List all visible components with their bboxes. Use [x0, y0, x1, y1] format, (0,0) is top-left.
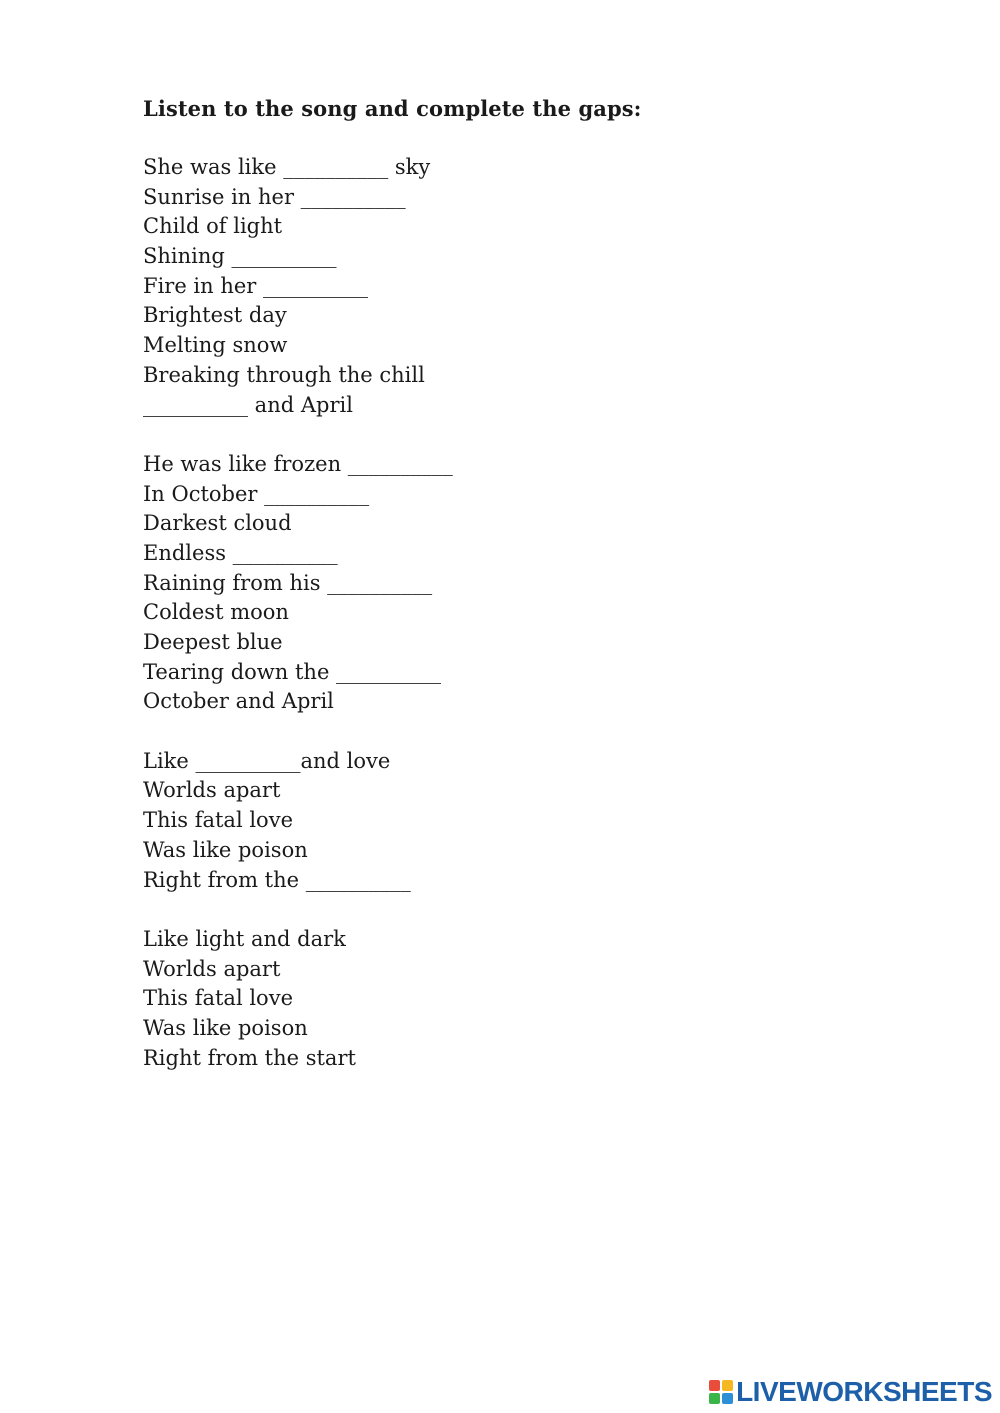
- lyric-line: Was like poison: [143, 837, 308, 862]
- lyric-line: This fatal love: [143, 986, 293, 1011]
- lyric-line: In October __________: [143, 481, 370, 506]
- lyric-line: Worlds apart: [143, 778, 281, 803]
- lyric-line: __________ and April: [143, 392, 353, 417]
- lyric-line: Raining from his __________: [143, 570, 433, 595]
- logo-text: LIVEWORKSHEETS: [736, 1376, 992, 1407]
- lyric-line: Worlds apart: [143, 956, 281, 981]
- lyric-line: Like light and dark: [143, 926, 346, 951]
- lyric-line: Shining __________: [143, 244, 337, 269]
- lyric-line: October and April: [143, 689, 334, 714]
- stanza-2: [143, 450, 903, 717]
- lyric-line: Like __________and love: [143, 748, 391, 773]
- lyric-line: Fire in her __________: [143, 273, 369, 298]
- stanza-3: [143, 747, 903, 895]
- lyric-line: Brightest day: [143, 303, 287, 328]
- lyric-line: Was like poison: [143, 1015, 308, 1040]
- lyric-line: Tearing down the __________: [143, 659, 442, 684]
- lyric-line: Endless __________: [143, 540, 338, 565]
- lyric-line: Right from the start: [143, 1045, 356, 1070]
- worksheet: [143, 93, 903, 1103]
- stanza-1: [143, 153, 903, 420]
- logo-tile: [709, 1393, 720, 1404]
- lyric-line: Deepest blue: [143, 630, 283, 654]
- lyric-line: Right from the __________: [143, 867, 411, 892]
- liveworksheets-logo: [709, 1376, 992, 1408]
- logo-tile: [722, 1393, 733, 1404]
- worksheet-title: Listen to the song and complete the gaps:: [143, 96, 642, 121]
- lyric-line: Melting snow: [143, 333, 288, 358]
- lyric-line: Coldest moon: [143, 600, 289, 625]
- lyric-line: Darkest cloud: [143, 511, 292, 536]
- stanza-4: [143, 925, 903, 1073]
- lyric-line: She was like __________ sky: [143, 155, 431, 179]
- logo-mark-icon: [709, 1380, 733, 1404]
- lyric-line: Sunrise in her __________: [143, 184, 406, 209]
- lyric-line: Breaking through the chill: [143, 362, 425, 387]
- lyric-line: He was like frozen __________: [143, 451, 453, 476]
- lyric-line: Child of light: [143, 214, 283, 239]
- logo-tile: [709, 1380, 720, 1391]
- logo-tile: [722, 1380, 733, 1391]
- lyric-line: This fatal love: [143, 808, 293, 833]
